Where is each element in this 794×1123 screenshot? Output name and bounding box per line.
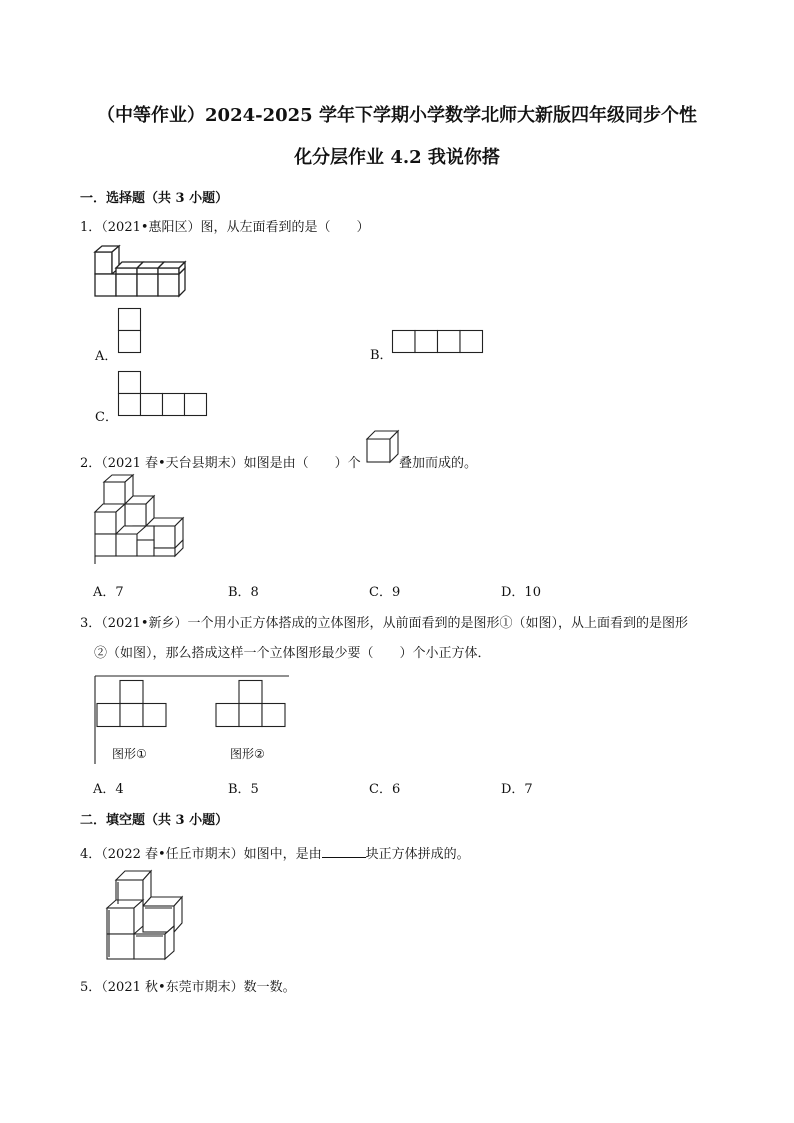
question-1-option-c-figure bbox=[118, 371, 210, 417]
question-1-option-c[interactable]: C． bbox=[95, 410, 118, 425]
question-4-text-before: 4．（2022 春•任丘市期末）如图中，是由 bbox=[80, 847, 322, 862]
section-heading-choice: 一．选择题（共 3 小题） bbox=[80, 191, 229, 206]
question-4-figure bbox=[106, 870, 188, 962]
question-1-option-a-figure bbox=[118, 308, 142, 354]
question-1-figure bbox=[94, 245, 194, 300]
question-2-option-b[interactable]: B．8 bbox=[228, 585, 259, 600]
question-2-option-a[interactable]: A．7 bbox=[93, 585, 124, 600]
question-5-text: 5．（2021 秋•东莞市期末）数一数。 bbox=[80, 980, 296, 995]
question-2-text-after: 叠加而成的。 bbox=[399, 456, 478, 471]
document-title-line-2: 化分层作业 4.2 我说你搭 bbox=[294, 147, 500, 168]
question-3-option-c[interactable]: C．6 bbox=[369, 782, 401, 797]
question-3-option-a[interactable]: A．4 bbox=[93, 782, 124, 797]
question-1-option-b[interactable]: B． bbox=[370, 348, 393, 363]
section-heading-fill: 二．填空题（共 3 小题） bbox=[80, 813, 229, 828]
question-3-figure-1 bbox=[96, 680, 172, 730]
question-2-option-d[interactable]: D．10 bbox=[501, 585, 541, 600]
question-2-figure bbox=[94, 474, 186, 566]
question-1-option-a[interactable]: A． bbox=[95, 349, 118, 364]
unit-cube-icon bbox=[366, 430, 400, 464]
question-3-text-line-2: ②（如图），那么搭成这样一个立体图形最少要（ ）个小正方体． bbox=[94, 646, 491, 661]
question-2-option-c[interactable]: C．9 bbox=[369, 585, 401, 600]
question-3-option-d[interactable]: D．7 bbox=[501, 782, 533, 797]
question-4-text-after: 块正方体拼成的。 bbox=[365, 847, 470, 862]
question-1-option-b-figure bbox=[392, 330, 486, 354]
question-3-option-b[interactable]: B．5 bbox=[228, 782, 259, 797]
question-3-figure-2 bbox=[215, 680, 291, 730]
question-4-line bbox=[80, 843, 470, 862]
question-2-text-before: 2．（2021 春•天台县期末）如图是由（ ）个 bbox=[80, 456, 361, 471]
question-3-figure-2-label: 图形② bbox=[230, 747, 265, 761]
answer-blank[interactable] bbox=[322, 845, 366, 858]
document-title-line-1: （中等作业）2024-2025 学年下学期小学数学北师大新版四年级同步个性 bbox=[97, 105, 697, 126]
question-1-text: 1．（2021•惠阳区）图，从左面看到的是（ ） bbox=[80, 220, 370, 235]
question-3-text-line-1: 3．（2021•新乡）一个用小正方体搭成的立体图形，从前面看到的是图形①（如图），从上面看到的是图形 bbox=[80, 616, 689, 631]
question-3-figure-1-label: 图形① bbox=[112, 747, 147, 761]
